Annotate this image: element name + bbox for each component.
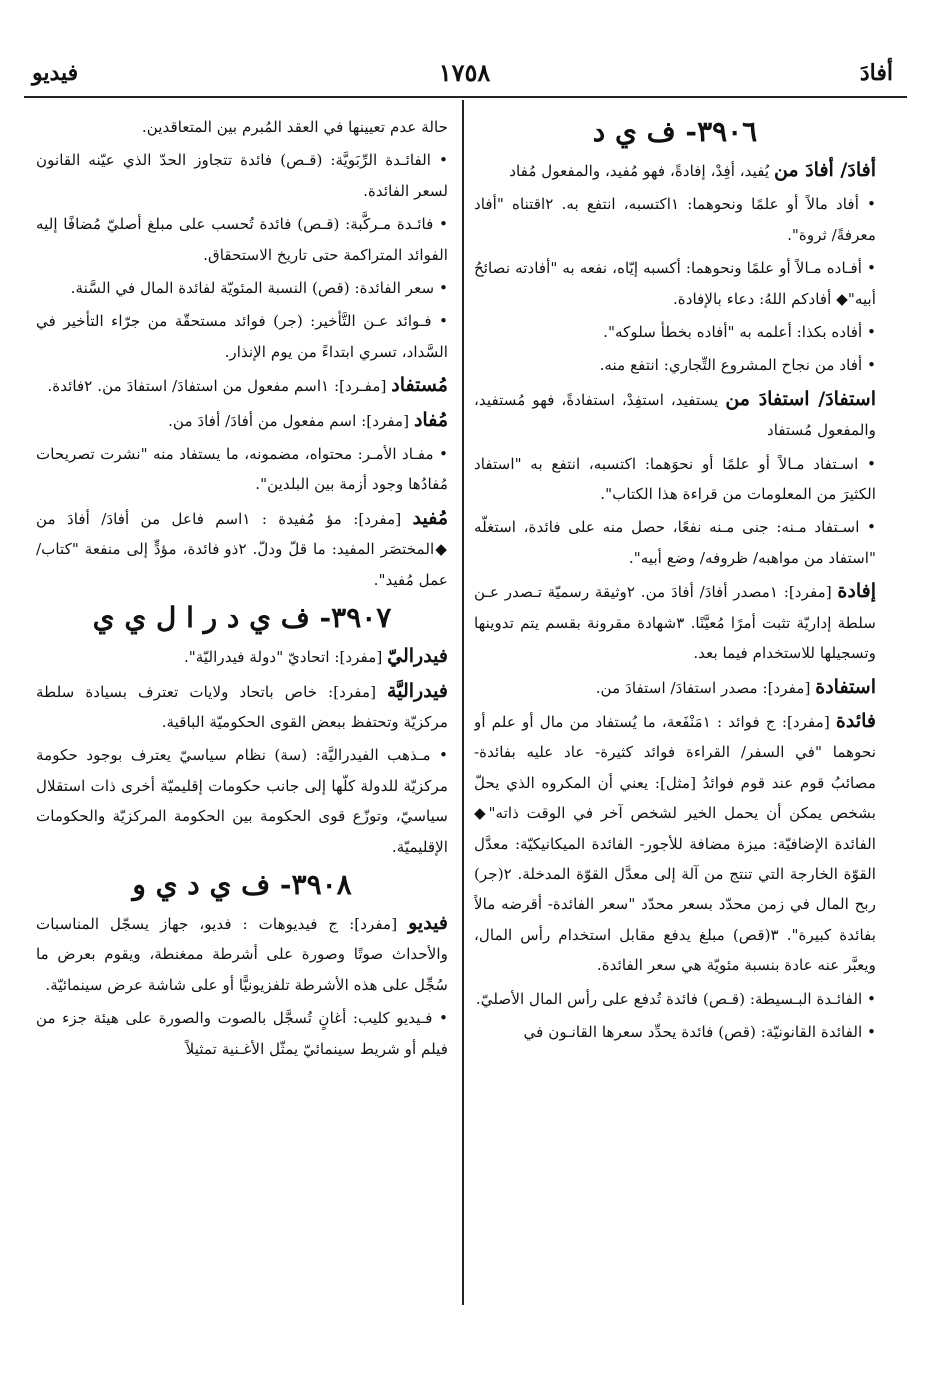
root-heading: ٣٩٠٦- ف ي د <box>592 115 758 148</box>
dictionary-entry <box>36 641 448 672</box>
dictionary-entry <box>36 405 448 436</box>
sense-paragraph: • الفائـدة البـسيطة: (قـص) فائدة تُدفع على رأس المال الأصليّ. <box>475 989 876 1008</box>
dictionary-entry <box>36 503 448 595</box>
entry-headword: استفادَ/ استفادَ من <box>725 387 876 410</box>
sense-paragraph: • أفاده بكذا: أعلمه به "أفاده بخطأ سلوكه". <box>603 323 876 342</box>
entry-headword: إفادة <box>837 580 876 603</box>
sense-paragraph: حالة عدم تعيينها في العقد المُبرم بين المتعاقدين. <box>141 118 448 136</box>
entry-headword: مُفيد <box>412 506 448 529</box>
running-head-last-word: فيديو <box>32 60 79 86</box>
root-heading: ٣٩٠٨- ف ي د ي و <box>132 867 352 901</box>
entry-definition: [مفرد]: اتحاديّ "دولة فيدراليّة". <box>183 648 388 667</box>
entry-headword: فيديو <box>408 911 448 934</box>
left-column <box>36 112 448 1302</box>
entry-definition: [مفرد]: ج فيديوهات : فديو، جهاز يسجّل المناسبات والأحداث صوتًا وصورة على أشرطة ممغنطة، ويقوم بعرض ما سُجِّل على هذه الأشرطة تلفزيونيًّا أو على شاشة عرض سينمائيّة. <box>36 914 448 994</box>
sense-paragraph: • سعر الفائدة: (قص) النسبة المئويّة لفائدة المال في السَّنة. <box>70 279 448 298</box>
right-column <box>474 112 876 1302</box>
page-number: ١٧٥٨ <box>438 58 491 87</box>
sense-paragraph: • أفـاده مـالاً أو علمًا ونحوهما: أكسبه إيّاه، نفعه به "أفادته نصائحُ أبيه"◆ أفادكم اللهُ: دعاء بالإفادة. <box>474 259 876 308</box>
entry-headword: فائدة <box>835 709 876 732</box>
entry-headword: أفادَ/ أفادَ من <box>773 159 876 181</box>
entry-definition: [مفرد]: اسم مفعول من أفادَ/ أفادَ من. <box>168 411 414 430</box>
dictionary-entry <box>474 706 876 981</box>
entry-definition: [مفرد]: مصدر استفادَ/ استفادَ من. <box>595 678 816 697</box>
entry-headword: استفادة <box>815 675 876 698</box>
sense-paragraph: • اسـتفاد مـالاً أو علمًا أو نحوَهما: اكتسبه، انتفع به "استفاد الكثيرَ من المعلومات من قراءة هذا الكتاب". <box>474 454 876 504</box>
column-divider <box>462 100 464 1305</box>
sense-paragraph: • مـذهب الفيدراليَّة: (سة) نظام سياسيّ يعترف بوجود حكومة مركزيّة للدولة كلّها إلى جانب حكومات إقليميّة أخرى ذات استقلال سياسيّ، وتوزّع قوى الحكومة بين الحكومة المركزيّة والحكومات الإقليميّة. <box>36 746 448 856</box>
dictionary-entry <box>474 672 876 703</box>
header-rule <box>24 96 907 98</box>
sense-paragraph: • اسـتفاد مـنه: جنى مـنه نفعًا، حصل منه على فائدة، استغلّه "استفاد من مواهبه/ ظروفه/ وضع أبيه". <box>474 518 876 567</box>
sense-paragraph: • الفائـدة الرِّبَويَّة: (قـص) فائدة تتجاوز الحدّ الذي عيّنه القانون لسعر الفائدة. <box>36 151 448 200</box>
sense-paragraph: • الفائدة القانونيّة: (قص) فائدة يحدِّد سعرها القانـون في <box>523 1022 876 1041</box>
entry-definition: يُفيد، أفِدْ، إفادةً، فهو مُفيد، والمفعول مُفاد <box>509 162 774 180</box>
entry-definition: [مفرد]: ج فوائد : ١مَنْفَعة، ما يُستفاد من مال أو علم أو نحوهما "في السفر/ القراءة فوائد كثيرة- عاد عليه بفائدة- مصائبُ قوم عند قوم فوائدُ [مثل]: يعني أن المكروه الذي يحلّ بشخص يمكن أن يحمل الخير لشخص آخر في الوقت ذاته"◆ الفائدة الإضافيّة: ميزة مضافة للأجور- الفائدة الميكانيكيّة: معدَّل القوّة الخارجة التي تنتج من آلة إلى معدَّل القوّة المدخلة. ٢(جر) ربح المال في زمن محدّد بسعر محدّد "سعر الفائدة- أقرضه مالاً بفائدة كبيرة". ٣(قص) مبلغ يدفع مقابل استخدام رأس المال، ويعبَّر عنه عادة بنسبة مئويّة هي سعر الفائدة. <box>474 712 876 975</box>
dictionary-entry <box>36 676 448 738</box>
dictionary-entry <box>474 384 876 446</box>
sense-paragraph: • مفـاد الأمـر: محتواه، مضمونه، ما يستفاد منه "نشرت تصريحات مُفادُها وجود أزمة بين البلدين". <box>36 445 448 494</box>
sense-paragraph: • فـوائد عـن التَّأخير: (جر) فوائد مستحقّة من جرّاء التأخير في السَّداد، تسري ابتداءً من يوم الإنذار. <box>36 312 448 361</box>
root-heading: ٣٩٠٧- ف ي د ر ا ل ي ي <box>92 601 392 635</box>
entry-definition: يستفيد، استفِدْ، استفادةً، فهو مُستفيد، والمفعول مُستفاد <box>474 390 876 440</box>
dictionary-entry <box>36 370 448 401</box>
page-header <box>22 54 907 94</box>
sense-paragraph: • أفاد من نجاح المشروع التِّجاري: انتفع منه. <box>599 356 876 375</box>
dictionary-entry <box>474 576 876 668</box>
entry-headword: فيدراليّ <box>387 645 448 668</box>
entry-definition: [مفـرد]: ١اسم مفعول من استفادَ/ استفادَ من. ٢فائدة. <box>47 377 392 396</box>
entry-definition: [مفرد]: مؤ مُفيدة : ١اسم فاعل من أفادَ/ أفادَ من ◆المختصَر المفيد: ما قلّ ودلّ. ٢ذو فائدة، مؤدٍّ إلى منفعة "كتاب/ عمل مُفيد". <box>36 509 448 589</box>
sense-paragraph: • أفاد مالاً أو علمًا ونحوهما: ١اكتسبه، انتفع به. ٢اقتناه "أفاد معرفةً/ ثروة". <box>474 195 876 244</box>
dictionary-entry <box>474 155 876 186</box>
running-head-first-word: أفادَ <box>859 60 893 86</box>
sense-paragraph: • فائـدة مـركَّبة: (قـص) فائدة تُحسب على مبلغ أصليّ مُضافًا إليه الفوائد المتراكمة حتى تاريخ الاستحقاق. <box>36 215 448 264</box>
entry-definition: [مفرد]: ١مصدر أفادَ/ أفادَ من. ٢وثيقة رسميّة تـصدر عـن سلطة إداريّة تثبت أمرًا مُعيَّنًا. ٣شهادة مقرونة بقسم يتم تدوينها وتسجيلها للاستخدام فيما بعد. <box>474 583 876 663</box>
entry-headword: مُفاد <box>413 408 448 431</box>
dictionary-entry <box>36 908 448 1000</box>
entry-definition: [مفرد]: خاص باتحاد ولايات تعترف بسيادة سلطة مركزيّة وتحتفظ ببعض القوى الحكوميّة الباقية. <box>36 682 448 731</box>
entry-headword: مُستفاد <box>391 374 448 397</box>
entry-headword: فيدراليَّة <box>387 679 448 702</box>
sense-paragraph: • فـيديو كليب: أغانٍ تُسجَّل بالصوت والصورة على هيئة جزء من فيلم أو شريط سينمائيّ يمثّل الأغـنية تمثيلاً <box>36 1009 448 1058</box>
